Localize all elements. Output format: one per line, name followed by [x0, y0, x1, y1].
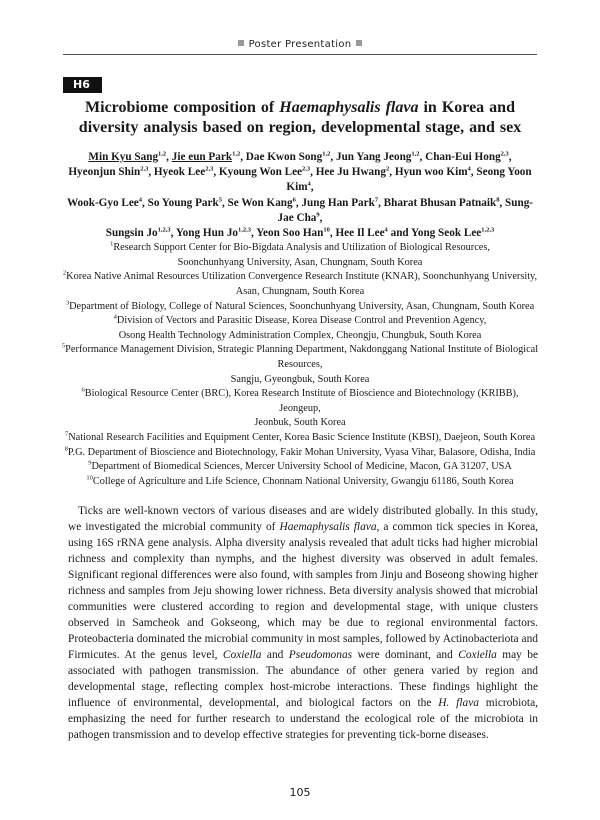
author-affiliation-marker: 9 — [316, 211, 320, 219]
affiliation-text: P.G. Department of Bioscience and Biotechnology, Fakir Mohan University, Vyasa Vihar, Balasore, Odisha, India — [67, 446, 536, 458]
author-affiliation-marker: 1,2,3 — [157, 226, 171, 234]
affiliation — [60, 431, 540, 446]
author — [256, 227, 330, 239]
author-name: Yong Seok Lee — [411, 227, 482, 240]
title-italic: Haemaphysalis flava — [279, 99, 419, 116]
affiliation-text: Sangju, Gyeongbuk, South Korea — [230, 373, 370, 385]
author-name: Hyun woo Kim — [394, 166, 468, 179]
affiliation-text: Soonchunhyang University, Asan, Chungnam, South Korea — [177, 256, 423, 268]
abstract-italic: Coxiella — [222, 649, 262, 662]
affiliation-text: National Research Facilities and Equipment Center, Korea Basic Science Institute (KBSI), Daejeon, South Korea — [68, 431, 536, 443]
affiliation — [60, 475, 540, 490]
author-separator: , — [310, 166, 316, 179]
author-name: Hyeok Lee — [153, 166, 206, 179]
author-separator: and — [387, 227, 412, 240]
affiliation-line — [60, 343, 540, 372]
affiliation-line — [60, 270, 540, 285]
author-affiliation-marker: 7 — [374, 195, 379, 203]
abstract-text: , a common tick species in Korea, using 16S rRNA gene analysis. Alpha diversity analysis revealed that adult ticks had higher microbial richness and complexity than nymphs, and the highest diversity was observed in adult females. Significant regional differences were also found, with samples from Jinju and Boseong showing higher richness and samples from Jeju showing lower richness. Beta diversity analysis showed that microbial communities were clustered according to region and developmental stage, with unique clusters observed in Samcheok and Gokseong, which may be due to regional environmental factors. Proteobacteria dominated the microbial community in most samples, followed by Actinobacteriota and Firmicutes. At the genus level, — [68, 521, 538, 662]
author-name: Yong Hun Jo — [175, 227, 239, 240]
author-separator: , — [330, 151, 336, 163]
abstract-body — [68, 503, 538, 743]
affiliation-text: Osong Health Technology Administration Complex, Cheongju, Chungbuk, South Korea — [118, 329, 482, 341]
affiliation — [60, 241, 540, 270]
affiliation-line — [60, 446, 540, 461]
author-separator: , — [329, 227, 336, 240]
title-text: in Korea and diversity analysis based on region, developmental stage, and sex — [78, 99, 522, 136]
affiliation-text: Department of Biomedical Sciences, Mercer University School of Medicine, Macon, GA 31207, USA — [91, 461, 512, 473]
affiliation-line — [60, 314, 540, 329]
affiliation-text: Division of Vectors and Parasitic Disease, Korea Disease Control and Prevention Agency, — [116, 315, 487, 327]
affiliation-text: College of Agriculture and Life Science, Chonnam National University, Gwangju 61186, South Korea — [92, 475, 514, 487]
author-affiliation-marker: 2,3 — [140, 165, 149, 173]
author-separator: , — [499, 196, 506, 209]
author-separator: , — [166, 151, 172, 163]
author-name: Hyeonjun Shin — [68, 166, 141, 179]
abstract-italic: H. flava — [438, 697, 479, 710]
author-affiliation-marker: 6 — [292, 195, 296, 203]
author — [106, 227, 171, 239]
affiliation — [60, 387, 540, 431]
author-separator: , — [310, 181, 314, 194]
author-name: Yeon Soo Han — [256, 227, 324, 240]
author-name: Jie eun Park — [171, 151, 233, 163]
author-separator: , — [389, 166, 395, 179]
affiliation-line — [60, 475, 540, 490]
author-separator: , — [508, 151, 512, 163]
abstract-id-badge: H6 — [63, 77, 102, 93]
author — [336, 151, 420, 163]
author-separator: , — [170, 227, 176, 240]
author-name: Hee Ju Hwang — [315, 166, 386, 179]
author-name: Jung Han Park — [301, 196, 375, 209]
running-header — [60, 38, 540, 51]
author-separator: , — [142, 196, 148, 209]
section-label: Poster Presentation — [248, 39, 352, 50]
affiliation-number: 9 — [88, 459, 92, 467]
author-name: Jun Yang Jeong — [335, 151, 412, 163]
author-separator: , — [213, 166, 219, 179]
author-name: So Young Park — [147, 196, 219, 209]
affiliation-line — [60, 460, 540, 475]
author-name: Min Kyu Sang — [88, 151, 159, 163]
author — [172, 151, 240, 163]
author — [67, 197, 142, 209]
affiliation-text: Asan, Chungnam, South Korea — [235, 286, 365, 297]
author-name: Sung-Jae Cha — [277, 196, 534, 224]
affiliation-line — [60, 241, 540, 256]
square-bullet-icon — [238, 40, 244, 46]
author — [425, 151, 509, 163]
affiliation-text: Performance Management Division, Strategic Planning Department, Nakdonggang National Institute of Biological Resources, — [65, 344, 539, 370]
affiliation — [60, 300, 540, 315]
author-affiliation-marker: 5 — [218, 195, 222, 203]
author-affiliation-marker: 4 — [384, 226, 388, 234]
header-divider — [63, 54, 537, 55]
author-separator: , — [319, 211, 323, 224]
affiliation-number: 6 — [81, 386, 85, 394]
author-affiliation-marker: 2 — [385, 165, 390, 173]
author — [219, 166, 310, 178]
abstract-italic: Coxiella — [458, 649, 497, 662]
author — [384, 197, 500, 209]
abstract-text: Ticks are well-known vectors of various diseases and are widely distributed globally. In this study, we investigated the microbial community of — [68, 505, 538, 534]
author-name: Se Won Kang — [227, 196, 293, 209]
author-affiliation-marker: 1,2,3 — [238, 226, 252, 234]
affiliation-line — [60, 431, 540, 446]
author-separator: , — [419, 151, 426, 163]
affiliation-line — [60, 256, 540, 271]
author — [411, 227, 494, 239]
author-name: Chan-Eui Hong — [425, 151, 501, 163]
author-affiliation-marker: 1,2 — [232, 150, 241, 158]
abstract-text: were dominant, and — [352, 649, 459, 662]
author-affiliation-marker: 1,2 — [158, 150, 167, 158]
author-separator: , — [221, 196, 228, 209]
affiliation — [60, 270, 540, 299]
author — [68, 166, 148, 178]
author — [228, 197, 296, 209]
title-text: Microbiome composition of — [85, 99, 280, 116]
abstract-text: may be associated with pathogen transmission. The abundance of other genera varied by region and developmental stage, reflecting complex host-microbe interactions. These findings highlight the influence of environmental, developmental, and biological factors on the — [68, 649, 539, 710]
affiliation-number: 2 — [62, 269, 67, 277]
author-name: Seong Yoon Kim — [286, 166, 532, 194]
affiliation-number: 4 — [113, 313, 117, 321]
author — [301, 197, 378, 209]
author-list — [60, 150, 540, 241]
affiliation — [60, 314, 540, 343]
author-affiliation-marker: 2,3 — [302, 165, 311, 173]
affiliation — [60, 343, 540, 387]
author-affiliation-marker: 1,2 — [322, 150, 331, 158]
author-separator: , — [251, 227, 257, 240]
affiliation-number: 8 — [64, 445, 68, 453]
author-affiliation-marker: 4 — [467, 165, 471, 173]
affiliation-number: 10 — [86, 474, 93, 482]
page-number: 105 — [289, 786, 311, 799]
author-affiliation-marker: 8 — [496, 195, 500, 203]
author-separator: , — [378, 196, 384, 209]
affiliation-text: Research Support Center for Bio-Bigdata Analysis and Utilization of Biological Resources, — [113, 242, 490, 254]
author — [316, 166, 389, 178]
affiliation-number: 1 — [110, 240, 114, 248]
author-name: Wook-Gyo Lee — [66, 196, 139, 209]
author-name: Hee Il Lee — [335, 227, 385, 240]
affiliation-text: Korea Native Animal Resources Utilization Convergence Research Institute (KNAR), Soonchunhyang University, — [66, 271, 538, 283]
author — [148, 197, 222, 209]
author-separator: , — [148, 166, 154, 179]
affiliation-line — [60, 329, 540, 344]
author — [88, 151, 166, 163]
affiliation-text: Biological Resource Center (BRC), Korea Research Institute of Bioscience and Biotechnology (KRIBB), Jeongeup, — [84, 388, 519, 414]
author-affiliation-marker: 2,3 — [500, 150, 509, 158]
author-name: Sungsin Jo — [105, 227, 158, 240]
square-bullet-icon — [356, 40, 362, 46]
affiliation-number: 5 — [61, 342, 66, 350]
affiliation-line — [60, 416, 540, 431]
affiliation-line — [60, 387, 540, 416]
affiliation-text: Department of Biology, College of Natural Sciences, Soonchunhyang University, Asan, Chungnam, South Korea — [69, 300, 535, 312]
author-separator: , — [295, 196, 302, 209]
author — [395, 166, 471, 178]
author-affiliation-marker: 4 — [138, 195, 143, 203]
author-affiliation-marker: 4 — [307, 180, 311, 188]
affiliation — [60, 460, 540, 475]
author — [154, 166, 213, 178]
abstract-italic: Haemaphysalis flava — [279, 521, 377, 534]
author-separator: , — [470, 166, 477, 179]
author-separator: , — [240, 151, 246, 163]
author — [246, 151, 331, 163]
abstract-text: and — [261, 649, 289, 662]
abstract-text: microbiota, emphasizing the need for further research to understand the ecological role of the microbiota in pathogen transmission and to develop effective strategies for preventing tick-borne diseases. — [68, 697, 539, 742]
affiliation-line — [60, 285, 540, 300]
author-name: Kyoung Won Lee — [218, 166, 303, 179]
author — [176, 227, 251, 239]
author-affiliation-marker: 1,2,3 — [481, 226, 495, 234]
affiliation-text: Jeonbuk, South Korea — [254, 417, 346, 429]
author — [335, 227, 387, 239]
author-affiliation-marker: 2,3 — [205, 165, 214, 173]
affiliation-list — [60, 241, 540, 489]
affiliation — [60, 446, 540, 461]
affiliation-number: 3 — [65, 299, 70, 307]
affiliation-line — [60, 373, 540, 388]
affiliation-number: 7 — [64, 430, 69, 438]
abstract-italic: Pseudomonas — [288, 649, 353, 662]
affiliation-line — [60, 300, 540, 315]
paper-title — [60, 98, 540, 138]
author-name: Bharat Bhusan Patnaik — [383, 196, 497, 209]
author-affiliation-marker: 1,2 — [411, 150, 420, 158]
author-name: Dae Kwon Song — [245, 151, 323, 163]
author-affiliation-marker: 10 — [323, 226, 330, 234]
